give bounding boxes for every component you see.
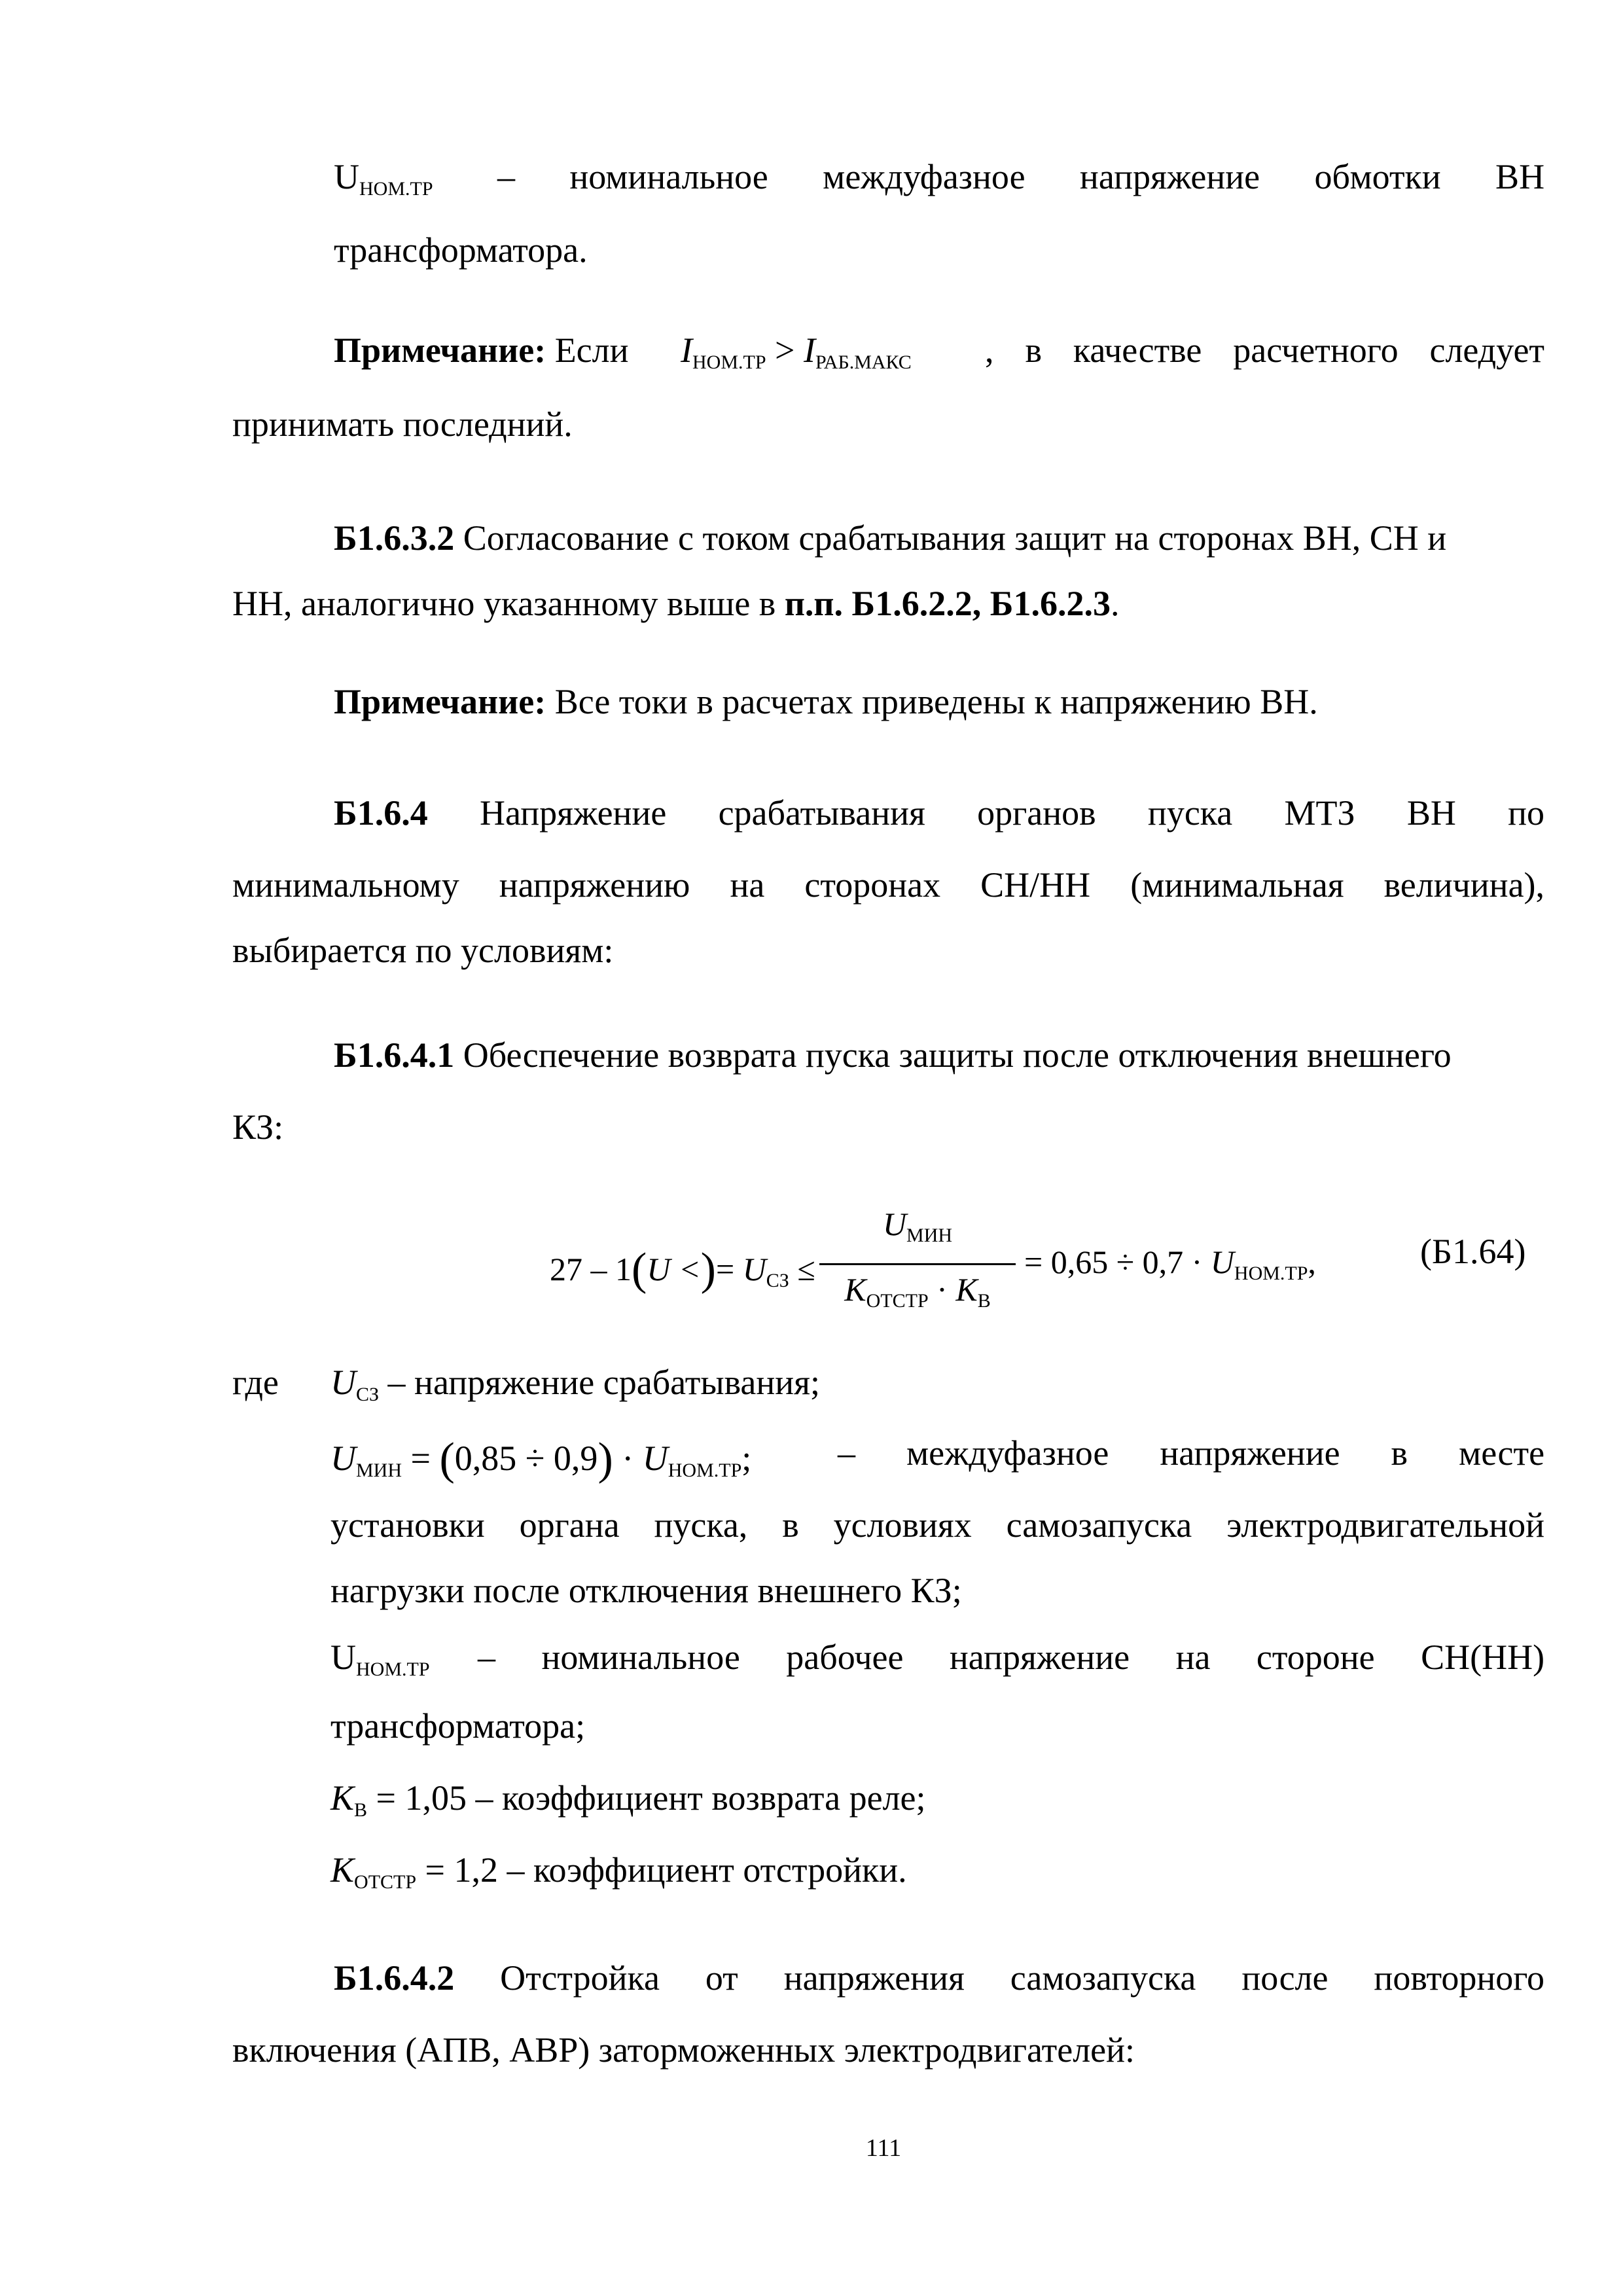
- section-1632-line2: НН, аналогично указанному выше в п.п. Б1.6.2.2, Б1.6.2.3.: [232, 584, 1120, 623]
- where-umin-formula: $U_{МИН} = (0,85 \div 0,9) \cdot U_{НОМ.ТР}$;: [330, 1434, 752, 1484]
- formula-numerator: $U_{МИН}$: [882, 1206, 953, 1246]
- formula-b164: [550, 1206, 1335, 1316]
- formula-denominator: $K_{ОТСТР} \cdot K_В$: [844, 1271, 991, 1312]
- note1-inequality: $I_{НОМ.ТР} > I_{РАБ.МАКС}$: [681, 331, 912, 373]
- section-164-line1: Б1.6.4 Напряжение срабатывания органов пуска МТЗ ВН по: [334, 793, 1545, 833]
- section-164-line2: минимальному напряжению на сторонах СН/НН (минимальная величина),: [232, 865, 1545, 905]
- section-164-line3: выбирается по условиям:: [232, 931, 614, 970]
- where-unom-symbol: $U_{НОМ.ТР}$: [330, 1638, 430, 1680]
- where-label: где: [232, 1363, 279, 1402]
- unom-definition-line1: – номинальное междуфазное напряжение обмотки ВН: [497, 157, 1545, 196]
- where-unom-desc-line1: – номинальное рабочее напряжение на стороне СН(НН): [478, 1638, 1545, 1677]
- where-umin-desc-line2: установки органа пуска, в условиях самозапуска электродвигательной: [330, 1505, 1545, 1545]
- section-1632-line1: Б1.6.3.2 Согласование с током срабатывания защит на сторонах ВН, СН и: [334, 518, 1447, 558]
- formula-fraction-bar: [819, 1263, 1016, 1265]
- where-kotstr: $K_{ОТСТР} = 1,2$ – коэффициент отстройки.: [330, 1850, 907, 1893]
- page-number: 111: [865, 2134, 902, 2162]
- formula-lhs: 27 – 1(U <)= $U_{СЗ}$ ≤: [550, 1244, 815, 1295]
- section-1641-line1: Б1.6.4.1 Обеспечение возврата пуска защиты после отключения внешнего: [334, 1035, 1452, 1075]
- where-umin-desc-line3: нагрузки после отключения внешнего КЗ;: [330, 1571, 962, 1610]
- note1-label: Примечание: Если: [334, 331, 629, 370]
- section-1642-line1: Б1.6.4.2 Отстройка от напряжения самозапуска после повторного: [334, 1958, 1545, 1998]
- where-unom-desc-line2: трансформатора;: [330, 1706, 586, 1746]
- where-umin-desc-line1: – междуфазное напряжение в месте: [838, 1433, 1545, 1473]
- unom-symbol: $U_{НОМ.ТР}$: [334, 157, 433, 200]
- note1-tail: , в качестве расчетного следует: [985, 331, 1545, 370]
- formula-rhs: = $0,65 \div 0,7 \cdot U_{НОМ.ТР}$,: [1024, 1244, 1316, 1284]
- unom-definition-line2: трансформатора.: [334, 230, 588, 270]
- where-usz: $U_{СЗ}$ – напряжение срабатывания;: [330, 1363, 821, 1405]
- where-kv: $K_В = 1,05$ – коэффициент возврата реле;: [330, 1778, 926, 1821]
- formula-tag: (Б1.64): [1420, 1232, 1526, 1271]
- section-1641-line2: КЗ:: [232, 1107, 284, 1147]
- note2: Примечание: Все токи в расчетах приведены к напряжению ВН.: [334, 682, 1318, 721]
- section-1642-line2: включения (АПВ, АВР) заторможенных электродвигателей:: [232, 2030, 1135, 2070]
- note1-continuation: принимать последний.: [232, 404, 573, 444]
